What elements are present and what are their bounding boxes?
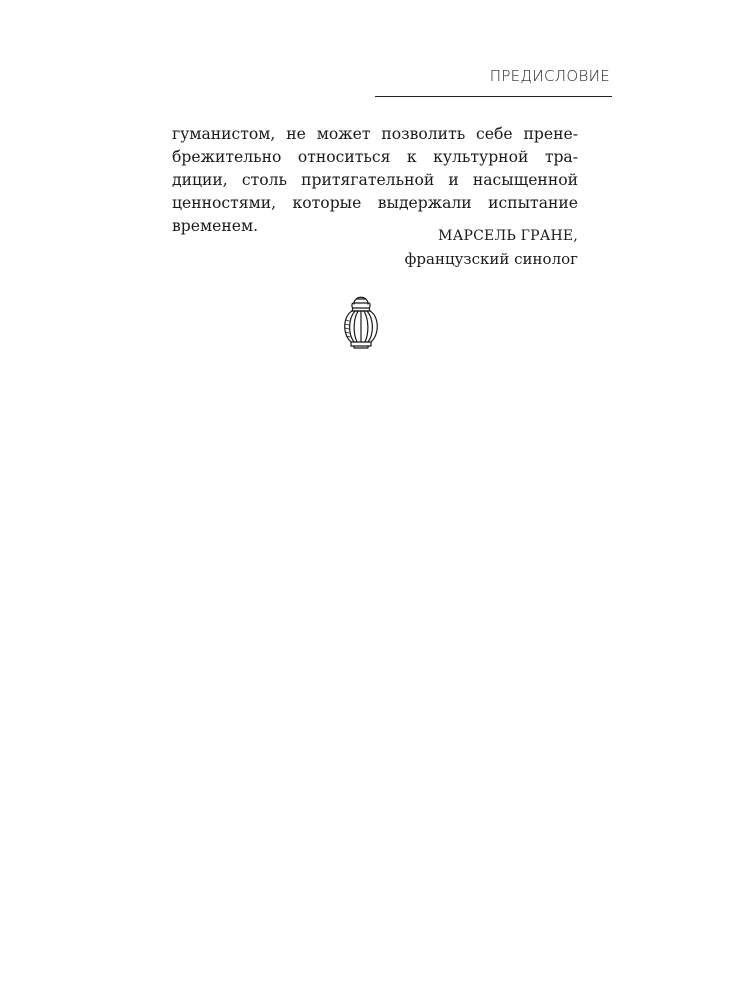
body-text [172, 123, 578, 238]
attribution-role: французский синолог [404, 250, 578, 268]
quote-attribution [405, 225, 578, 271]
text-line: брежительно относиться к культурной тра- [172, 148, 578, 166]
text-line: диции, столь притягательной и насыщенной [172, 171, 578, 189]
text-line: ценностями, которые выдержали испытание [172, 194, 578, 212]
attribution-name: МАРСЕЛЬ ГРАНЕ, [438, 228, 578, 244]
header-rule [375, 96, 612, 97]
text-line: гуманистом, не может позволить себе прене- [172, 125, 578, 143]
running-head: ПРЕДИСЛОВИЕ [489, 67, 610, 85]
text-line: временем. [172, 217, 259, 235]
lantern-ornament-icon [340, 290, 382, 354]
